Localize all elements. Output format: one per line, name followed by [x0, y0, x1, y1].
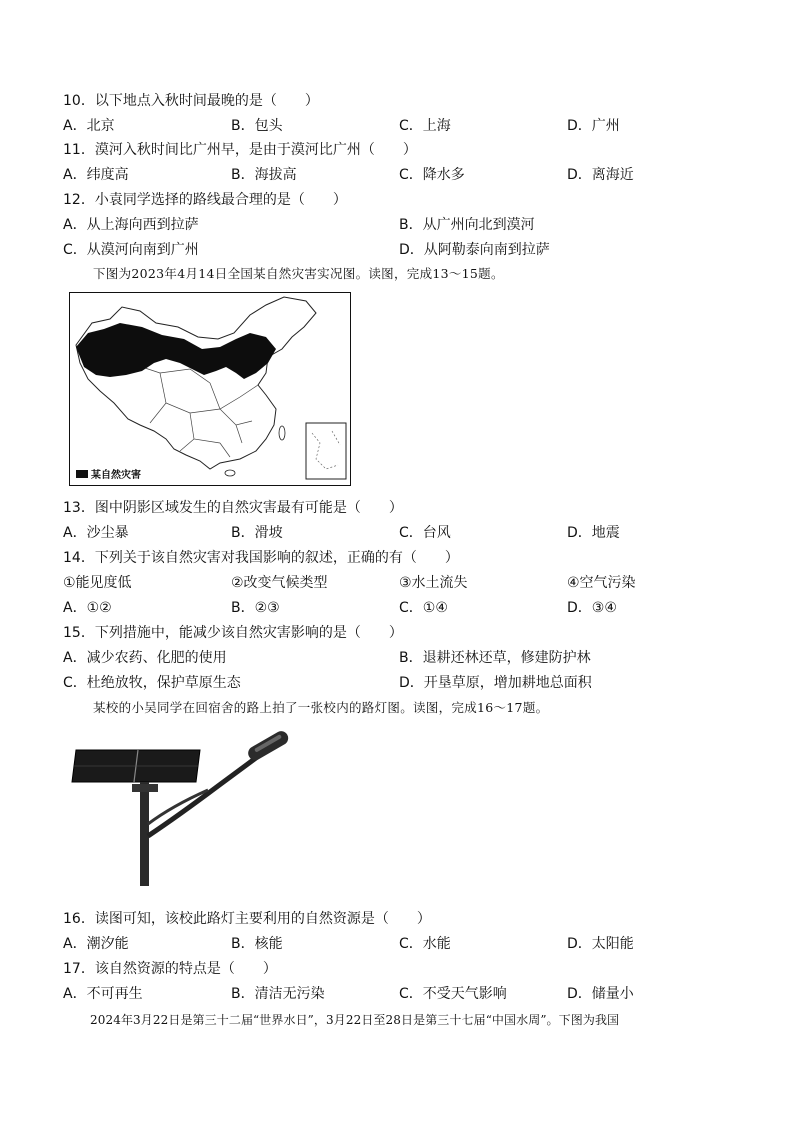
question-17-stem: 17．该自然资源的特点是（ ） [63, 961, 277, 977]
q15-option-c[interactable]: C．杜绝放牧，保护草原生态 [63, 675, 241, 691]
lamp-intro-text: 某校的小吴同学在回宿舍的路上拍了一张校内的路灯图。读图，完成16～17题。 [93, 700, 549, 715]
question-11-stem: 11．漠河入秋时间比广州早，是由于漠河比广州（ ） [63, 142, 417, 158]
q14-item-4: ④空气污染 [567, 575, 636, 591]
question-10-stem: 10．以下地点入秋时间最晚的是（ ） [63, 93, 319, 109]
q10-option-d[interactable]: D．广州 [567, 118, 620, 134]
q17-option-d[interactable]: D．储量小 [567, 986, 634, 1002]
q14-option-c[interactable]: C．①④ [399, 600, 448, 616]
q13-option-d[interactable]: D．地震 [567, 525, 620, 541]
q16-option-a[interactable]: A．潮汐能 [63, 936, 129, 952]
q14-item-3: ③水土流失 [399, 575, 468, 591]
q10-option-c[interactable]: C．上海 [399, 118, 451, 134]
q12-option-b[interactable]: B．从广州向北到漠河 [399, 217, 535, 233]
q17-option-b[interactable]: B．清洁无污染 [231, 986, 325, 1002]
q17-option-c[interactable]: C．不受天气影响 [399, 986, 507, 1002]
q11-option-c[interactable]: C．降水多 [399, 167, 465, 183]
q16-option-b[interactable]: B．核能 [231, 936, 283, 952]
q16-option-c[interactable]: C．水能 [399, 936, 451, 952]
question-12-stem: 12．小袁同学选择的路线最合理的是（ ） [63, 192, 347, 208]
q15-option-a[interactable]: A．减少农药、化肥的使用 [63, 650, 227, 666]
q17-option-a[interactable]: A．不可再生 [63, 986, 143, 1002]
q10-option-b[interactable]: B．包头 [231, 118, 283, 134]
q14-option-d[interactable]: D．③④ [567, 600, 617, 616]
china-map-outline [70, 293, 350, 485]
q13-option-a[interactable]: A．沙尘暴 [63, 525, 129, 541]
q14-item-1: ①能见度低 [63, 575, 132, 591]
q14-item-2: ②改变气候类型 [231, 575, 328, 591]
question-13-stem: 13．图中阴影区域发生的自然灾害最有可能是（ ） [63, 500, 403, 516]
q11-option-b[interactable]: B．海拔高 [231, 167, 297, 183]
q12-option-c[interactable]: C．从漠河向南到广州 [63, 242, 199, 258]
solar-street-lamp-photo [68, 726, 300, 891]
q12-option-d[interactable]: D．从阿勒泰向南到拉萨 [399, 242, 550, 258]
q14-option-a[interactable]: A．①② [63, 600, 112, 616]
map-legend [76, 466, 141, 481]
q12-option-a[interactable]: A．从上海向西到拉萨 [63, 217, 199, 233]
south-china-sea-inset [306, 423, 346, 479]
disaster-map [69, 292, 351, 486]
legend-label: 某自然灾害 [91, 470, 141, 481]
q11-option-a[interactable]: A．纬度高 [63, 167, 129, 183]
map-intro-text: 下图为2023年4月14日全国某自然灾害实况图。读图，完成13～15题。 [93, 266, 504, 281]
q16-option-d[interactable]: D．太阳能 [567, 936, 634, 952]
q13-option-c[interactable]: C．台风 [399, 525, 451, 541]
q14-option-b[interactable]: B．②③ [231, 600, 280, 616]
water-day-intro-text: 2024年3月22日是第三十二届“世界水日”，3月22日至28日是第三十七届“中国水周”。下图为我国 [90, 1013, 620, 1027]
question-14-stem: 14．下列关于该自然灾害对我国影响的叙述，正确的有（ ） [63, 550, 459, 566]
q15-option-b[interactable]: B．退耕还林还草，修建防护林 [399, 650, 591, 666]
question-15-stem: 15．下列措施中，能减少该自然灾害影响的是（ ） [63, 625, 403, 641]
q15-option-d[interactable]: D．开垦草原，增加耕地总面积 [399, 675, 592, 691]
q11-option-d[interactable]: D．离海近 [567, 167, 634, 183]
legend-swatch [76, 470, 88, 478]
q13-option-b[interactable]: B．滑坡 [231, 525, 283, 541]
q10-option-a[interactable]: A．北京 [63, 118, 115, 134]
question-16-stem: 16．读图可知，该校此路灯主要利用的自然资源是（ ） [63, 911, 431, 927]
